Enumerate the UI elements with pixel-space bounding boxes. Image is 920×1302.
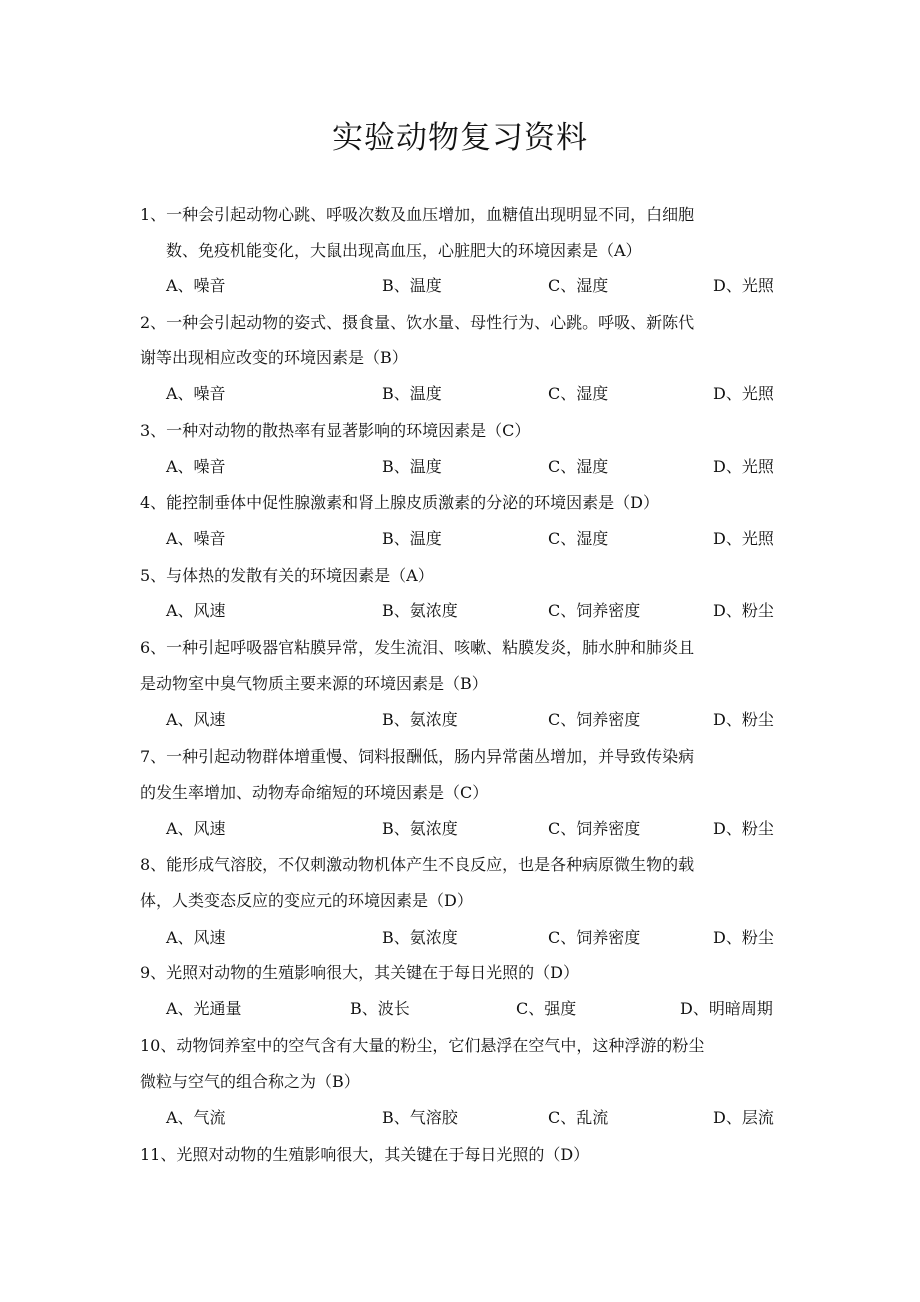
question-7-option-c: C、饲养密度 <box>548 819 641 838</box>
question-3-option-d: D、光照 <box>713 457 774 476</box>
question-6-line-2: 是动物室中臭气物质主要来源的环境因素是（B） <box>140 674 488 693</box>
question-1-option-d: D、光照 <box>713 276 774 295</box>
question-3-option-c: C、湿度 <box>548 457 609 476</box>
question-2-option-d: D、光照 <box>713 384 774 403</box>
question-9-line-1: 9、光照对动物的生殖影响很大，其关键在于每日光照的（D） <box>140 963 580 982</box>
question-8-option-d: D、粉尘 <box>713 928 774 947</box>
question-3-option-b: B、温度 <box>382 457 442 476</box>
question-7-option-b: B、氨浓度 <box>382 819 458 838</box>
question-5-option-c: C、饲养密度 <box>548 601 641 620</box>
question-2-line-1: 2、一种会引起动物的姿式、摄食量、饮水量、母性行为、心跳。呼吸、新陈代 <box>140 313 695 332</box>
question-4-line-1: 4、能控制垂体中促性腺激素和肾上腺皮质激素的分泌的环境因素是（D） <box>140 493 660 512</box>
question-6-line-1: 6、一种引起呼吸器官粘膜异常，发生流泪、咳嗽、粘膜发炎，肺水肿和肺炎且 <box>140 638 695 657</box>
question-1-option-a: A、噪音 <box>166 276 226 295</box>
question-6-option-c: C、饲养密度 <box>548 710 641 729</box>
question-2-option-b: B、温度 <box>382 384 442 403</box>
question-10-option-b: B、气溶胶 <box>382 1108 458 1127</box>
question-9-option-b: B、波长 <box>350 999 410 1018</box>
question-2-line-2: 谢等出现相应改变的环境因素是（B） <box>140 348 408 367</box>
question-5-option-a: A、风速 <box>166 601 226 620</box>
question-10-line-1: 10、动物饲养室中的空气含有大量的粉尘，它们悬浮在空气中，这种浮游的粉尘 <box>140 1036 705 1055</box>
question-2-option-a: A、噪音 <box>166 384 226 403</box>
question-2-option-c: C、湿度 <box>548 384 609 403</box>
question-9-option-a: A、光通量 <box>166 999 242 1018</box>
question-4-option-b: B、温度 <box>382 529 442 548</box>
question-4-option-c: C、湿度 <box>548 529 609 548</box>
question-1-option-c: C、湿度 <box>548 276 609 295</box>
question-7-line-2: 的发生率增加、动物寿命缩短的环境因素是（C） <box>140 783 489 802</box>
question-1-line-1: 1、一种会引起动物心跳、呼吸次数及血压增加，血糖值出现明显不同，白细胞 <box>140 205 695 224</box>
question-6-option-b: B、氨浓度 <box>382 710 458 729</box>
question-5-option-b: B、氨浓度 <box>382 601 458 620</box>
question-5-line-1: 5、与体热的发散有关的环境因素是（A） <box>140 566 434 585</box>
question-10-option-d: D、层流 <box>713 1108 774 1127</box>
question-8-option-c: C、饲养密度 <box>548 928 641 947</box>
question-10-line-2: 微粒与空气的组合称之为（B） <box>140 1072 360 1091</box>
document-title: 实验动物复习资料 <box>332 120 588 156</box>
question-6-option-a: A、风速 <box>166 710 226 729</box>
question-1-line-2: 数、免疫机能变化，大鼠出现高血压，心脏肥大的环境因素是（A） <box>166 241 642 260</box>
question-3-line-1: 3、一种对动物的散热率有显著影响的环境因素是（C） <box>140 421 531 440</box>
question-9-option-d: D、明暗周期 <box>680 999 773 1018</box>
question-3-option-a: A、噪音 <box>166 457 226 476</box>
question-8-option-b: B、氨浓度 <box>382 928 458 947</box>
question-8-line-2: 体，人类变态反应的变应元的环境因素是（D） <box>140 891 473 910</box>
question-1-option-b: B、温度 <box>382 276 442 295</box>
question-7-line-1: 7、一种引起动物群体增重慢、饲料报酬低，肠内异常菌丛增加，并导致传染病 <box>140 747 695 766</box>
question-10-option-a: A、气流 <box>166 1108 226 1127</box>
question-6-option-d: D、粉尘 <box>713 710 774 729</box>
question-4-option-a: A、噪音 <box>166 529 226 548</box>
question-10-option-c: C、乱流 <box>548 1108 609 1127</box>
question-5-option-d: D、粉尘 <box>713 601 774 620</box>
question-8-option-a: A、风速 <box>166 928 226 947</box>
question-9-option-c: C、强度 <box>516 999 577 1018</box>
question-7-option-d: D、粉尘 <box>713 819 774 838</box>
question-8-line-1: 8、能形成气溶胶，不仅刺激动物机体产生不良反应，也是各种病原微生物的载 <box>140 855 695 874</box>
question-4-option-d: D、光照 <box>713 529 774 548</box>
question-11-line-1: 11、光照对动物的生殖影响很大，其关键在于每日光照的（D） <box>140 1145 590 1164</box>
question-7-option-a: A、风速 <box>166 819 226 838</box>
